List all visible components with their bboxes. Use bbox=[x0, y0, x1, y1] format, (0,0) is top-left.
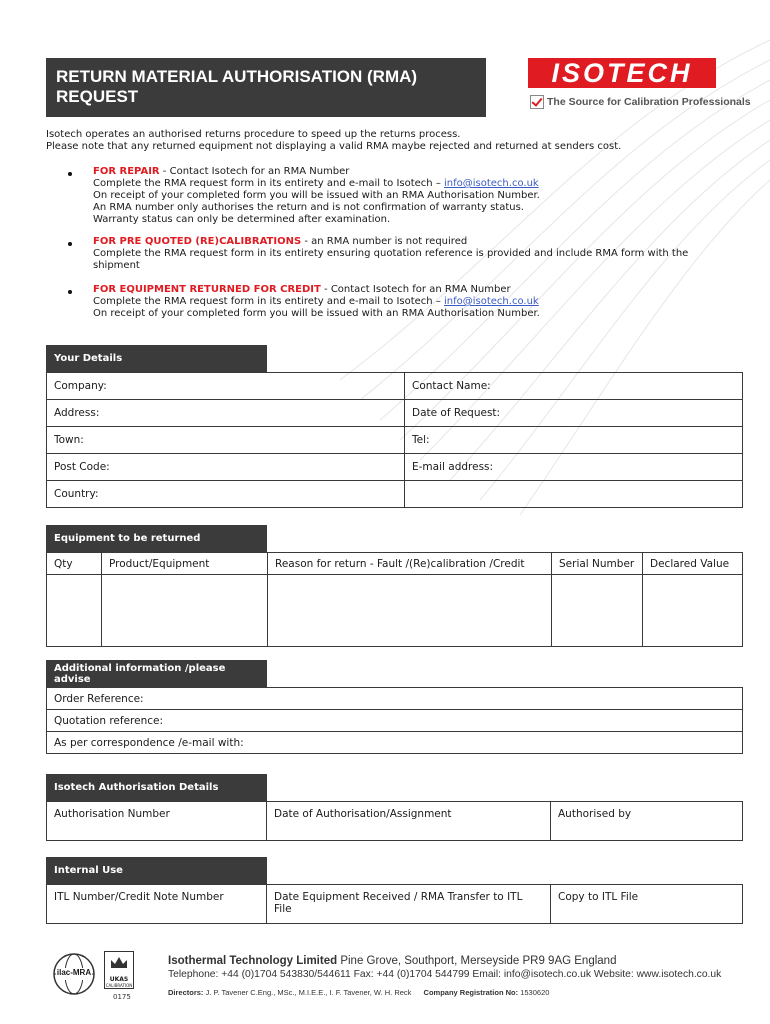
serial-input[interactable] bbox=[552, 575, 643, 647]
company-field[interactable]: Company: bbox=[47, 373, 405, 400]
isotech-logo bbox=[528, 58, 716, 88]
tagline bbox=[530, 95, 751, 109]
ukas-text: UKAS bbox=[109, 976, 129, 983]
repair-line-2-text: Complete the RMA request form in its entirety and e-mail to Isotech – bbox=[93, 178, 444, 189]
title-line-2: REQUEST bbox=[56, 87, 139, 106]
product-input[interactable] bbox=[102, 575, 268, 647]
qty-input[interactable] bbox=[47, 575, 102, 647]
authorisation-heading: Isotech Authorisation Details bbox=[46, 774, 267, 801]
additional-heading: Additional information /please advise bbox=[46, 660, 267, 687]
itl-number-field[interactable]: ITL Number/Credit Note Number bbox=[47, 885, 267, 924]
footer-company: Isothermal Technology Limited bbox=[168, 955, 338, 967]
quotation-reference-field[interactable]: Quotation reference: bbox=[47, 710, 743, 732]
repair-line-3: On receipt of your completed form you will be issued with an RMA Authorisation Number. bbox=[93, 190, 540, 201]
logo-text: ISOTECH bbox=[551, 57, 693, 88]
value-input[interactable] bbox=[643, 575, 743, 647]
repair-heading: FOR REPAIR bbox=[93, 166, 160, 177]
country-field[interactable]: Country: bbox=[47, 481, 405, 508]
col-serial: Serial Number bbox=[552, 553, 643, 575]
title-line-1: RETURN MATERIAL AUTHORISATION (RMA) bbox=[56, 67, 418, 86]
reason-input[interactable] bbox=[268, 575, 552, 647]
ukas-number: 0175 bbox=[113, 993, 131, 1001]
checkmark-icon bbox=[530, 95, 544, 109]
footer-address: Pine Grove, Southport, Merseyside PR9 9AG England bbox=[337, 955, 617, 967]
authorisation-number-field[interactable]: Authorisation Number bbox=[47, 802, 267, 841]
credit-line-3: On receipt of your completed form you will be issued with an RMA Authorisation Number. bbox=[93, 308, 540, 319]
registration-label: Company Registration No: bbox=[423, 988, 519, 997]
contact-name-field[interactable]: Contact Name: bbox=[405, 373, 743, 400]
col-qty: Qty bbox=[47, 553, 102, 575]
internal-use-table bbox=[46, 884, 743, 924]
credit-heading: FOR EQUIPMENT RETURNED FOR CREDIT bbox=[93, 284, 321, 295]
tel-field[interactable]: Tel: bbox=[405, 427, 743, 454]
copy-to-itl-field[interactable]: Copy to ITL File bbox=[551, 885, 743, 924]
col-product: Product/Equipment bbox=[102, 553, 268, 575]
authorised-by-field[interactable]: Authorised by bbox=[551, 802, 743, 841]
intro-line-2: Please note that any returned equipment not displaying a valid RMA maybe rejected and returned at senders cost. bbox=[46, 141, 622, 152]
credit-line-2-text: Complete the RMA request form in its entirety and e-mail to Isotech – bbox=[93, 296, 444, 307]
empty-cell[interactable] bbox=[405, 481, 743, 508]
date-of-request-field[interactable]: Date of Request: bbox=[405, 400, 743, 427]
bullet-icon bbox=[68, 290, 72, 294]
repair-line-2 bbox=[93, 178, 539, 190]
email-field[interactable]: E-mail address: bbox=[405, 454, 743, 481]
authorisation-date-field[interactable]: Date of Authorisation/Assignment bbox=[267, 802, 551, 841]
col-value: Declared Value bbox=[643, 553, 743, 575]
repair-line-1 bbox=[93, 166, 349, 178]
page-title bbox=[46, 58, 486, 117]
footer-address-line bbox=[168, 955, 616, 967]
equipment-heading: Equipment to be returned bbox=[46, 525, 267, 552]
date-received-field[interactable]: Date Equipment Received / RMA Transfer to ITL File bbox=[267, 885, 551, 924]
correspondence-field[interactable]: As per correspondence /e-mail with: bbox=[47, 732, 743, 754]
bullet-icon bbox=[68, 242, 72, 246]
postcode-field[interactable]: Post Code: bbox=[47, 454, 405, 481]
requoted-heading: FOR PRE QUOTED (RE)CALIBRATIONS bbox=[93, 236, 302, 247]
credit-rest: - Contact Isotech for an RMA Number bbox=[320, 284, 511, 295]
credit-line-1 bbox=[93, 284, 511, 296]
requoted-line-2: Complete the RMA request form in its entirety ensuring quotation reference is provided and include RMA form with the bbox=[93, 248, 689, 259]
your-details-table bbox=[46, 372, 743, 508]
ilac-text: ilac-MRA bbox=[56, 968, 92, 977]
bullet-icon bbox=[68, 172, 72, 176]
directors-label: Directors: bbox=[168, 988, 204, 997]
footer-directors-line bbox=[168, 988, 549, 997]
credit-email-link[interactable]: info@isotech.co.uk bbox=[444, 296, 539, 307]
internal-use-heading: Internal Use bbox=[46, 857, 267, 884]
requoted-rest: - an RMA number is not required bbox=[301, 236, 468, 247]
address-field[interactable]: Address: bbox=[47, 400, 405, 427]
registration-number: 1530620 bbox=[518, 988, 550, 997]
ilac-mra-logo bbox=[52, 952, 96, 996]
authorisation-table bbox=[46, 801, 743, 841]
repair-rest: - Contact Isotech for an RMA Number bbox=[159, 166, 350, 177]
your-details-heading: Your Details bbox=[46, 345, 267, 372]
ukas-logo bbox=[104, 951, 134, 989]
order-reference-field[interactable]: Order Reference: bbox=[47, 688, 743, 710]
directors-names: J. P. Tavener C.Eng., MSc., M.I.E.E., I. F. Tavener, W. H. Reck bbox=[203, 988, 412, 997]
intro-line-1: Isotech operates an authorised returns procedure to speed up the returns process. bbox=[46, 129, 461, 140]
requoted-line-1 bbox=[93, 236, 467, 248]
crown-icon bbox=[105, 952, 133, 972]
footer-contact-line: Telephone: +44 (0)1704 543830/544611 Fax: +44 (0)1704 544799 Email: info@isotech.co.uk Website: www.isotech.co.uk bbox=[168, 969, 722, 980]
town-field[interactable]: Town: bbox=[47, 427, 405, 454]
repair-email-link[interactable]: info@isotech.co.uk bbox=[444, 178, 539, 189]
repair-line-5: Warranty status can only be determined after examination. bbox=[93, 214, 391, 225]
credit-line-2 bbox=[93, 296, 539, 308]
col-reason: Reason for return - Fault /(Re)calibration /Credit bbox=[268, 553, 552, 575]
requoted-line-3: shipment bbox=[93, 260, 140, 271]
additional-table bbox=[46, 687, 743, 754]
ukas-subtext: CALIBRATION bbox=[105, 983, 133, 988]
tagline-text: The Source for Calibration Professionals bbox=[547, 96, 751, 108]
equipment-table bbox=[46, 552, 743, 647]
repair-line-4: An RMA number only authorises the return and is not confirmation of warranty status. bbox=[93, 202, 524, 213]
